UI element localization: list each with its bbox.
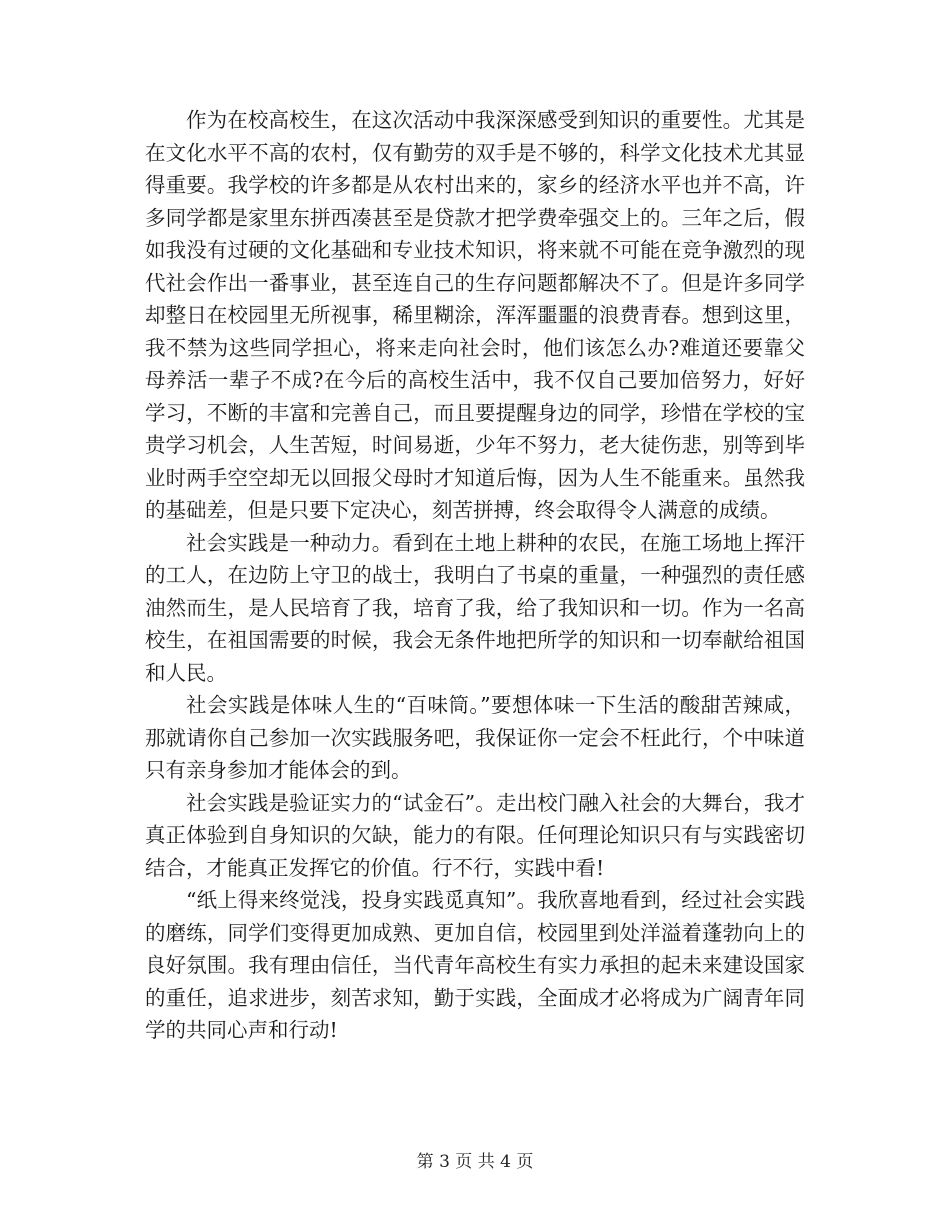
paragraph-5: “纸上得来终觉浅，投身实践觅真知”。我欣喜地看到，经过社会实践的磨练，同学们变得更加成熟、更加自信，校园里到处洋溢着蓬勃向上的良好氛围。我有理由信任，当代青年高校生有实力承担的起未来建设国家的重任，追求进步，刻苦求知，勤于实践，全面成才必将成为广阔青年同学的共同心声和行动! bbox=[145, 888, 805, 1042]
document-body bbox=[145, 104, 805, 1047]
paragraph-3: 社会实践是体味人生的“百味筒。”要想体味一下生活的酸甜苦辣咸，那就请你自己参加一次实践服务吧，我保证你一定会不枉此行，个中味道只有亲身参加才能体会的到。 bbox=[145, 693, 805, 782]
paragraph-2: 社会实践是一种动力。看到在土地上耕种的农民，在施工场地上挥汗的工人，在边防上守卫的战士，我明白了书桌的重量，一种强烈的责任感油然而生，是人民培育了我，培育了我，给了我知识和一切。作为一名高校生，在祖国需要的时候，我会无条件地把所学的知识和一切奉献给祖国和人民。 bbox=[145, 530, 805, 685]
page-number-footer: 第 3 页 共 4 页 bbox=[416, 1152, 534, 1172]
paragraph-1: 作为在校高校生，在这次活动中我深深感受到知识的重要性。尤其是在文化水平不高的农村，仅有勤劳的双手是不够的，科学文化技术尤其显得重要。我学校的许多都是从农村出来的，家乡的经济水平也并不高，许多同学都是家里东拼西凑甚至是贷款才把学费牵强交上的。三年之后，假如我没有过硬的文化基础和专业技术知识，将来就不可能在竞争激烈的现代社会作出一番事业，甚至连自己的生存问题都解决不了。但是许多同学却整日在校园里无所视事，稀里糊涂，浑浑噩噩的浪费青春。想到这里，我不禁为这些同学担心，将来走向社会时，他们该怎么办?难道还要靠父母养活一辈子不成?在今后的高校生活中，我不仅自己要加倍努力，好好学习，不断的丰富和完善自己，而且要提醒身边的同学，珍惜在学校的宝贵学习机会，人生苦短，时间易逝，少年不努力，老大徒伤悲，别等到毕业时两手空空却无以回报父母时才知道后悔，因为人生不能重来。虽然我的基础差，但是只要下定决心，刻苦拼搏，终会取得令人满意的成绩。 bbox=[145, 108, 805, 522]
paragraph-4: 社会实践是验证实力的“试金石”。走出校门融入社会的大舞台，我才真正体验到自身知识的欠缺，能力的有限。任何理论知识只有与实践密切结合，才能真正发挥它的价值。行不行，实践中看! bbox=[145, 790, 805, 880]
